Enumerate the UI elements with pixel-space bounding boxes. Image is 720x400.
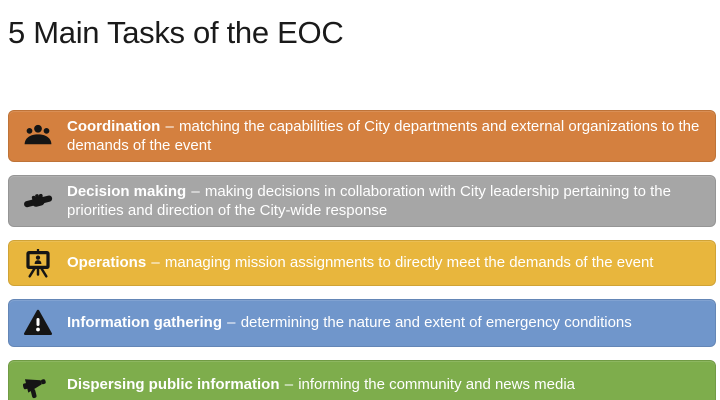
task-description: making decisions in collaboration with City leadership pertaining to the priorities and direction of the City-wide response [67,182,671,219]
task-label: Operations [67,254,147,272]
warning-triangle-icon [9,308,67,338]
people-icon [9,121,67,151]
task-label: Decision making [67,182,187,200]
dash-separator: – [165,117,174,135]
task-description: matching the capabilities of City departments and external organizations to the demands of the event [67,117,700,154]
task-text [67,313,715,332]
dash-separator: – [227,314,236,332]
dash-separator: – [191,182,200,200]
task-label: Information gathering [67,314,222,332]
handshake-icon [9,186,67,216]
task-row-operations [8,240,716,286]
task-label: Coordination [67,117,161,135]
task-text [67,375,715,394]
task-text [67,182,715,220]
task-row-coordination [8,110,716,162]
page-title: 5 Main Tasks of the EOC [8,15,344,50]
task-row-decision-making [8,175,716,227]
dash-separator: – [284,376,294,394]
task-row-information-gathering [8,299,716,347]
megaphone-icon [9,370,67,400]
task-text [67,253,715,272]
task-description: determining the nature and extent of emergency conditions [240,314,632,332]
task-description: managing mission assignments to directly meet the demands of the event [164,254,654,272]
slide [0,14,720,400]
task-label: Dispersing public information [67,376,280,394]
dash-separator: – [151,254,160,272]
task-description: informing the community and news media [298,376,575,394]
task-row-dispersing-public-information [8,360,716,400]
presentation-board-icon [9,248,67,278]
task-text [67,117,715,155]
task-list [8,110,716,400]
